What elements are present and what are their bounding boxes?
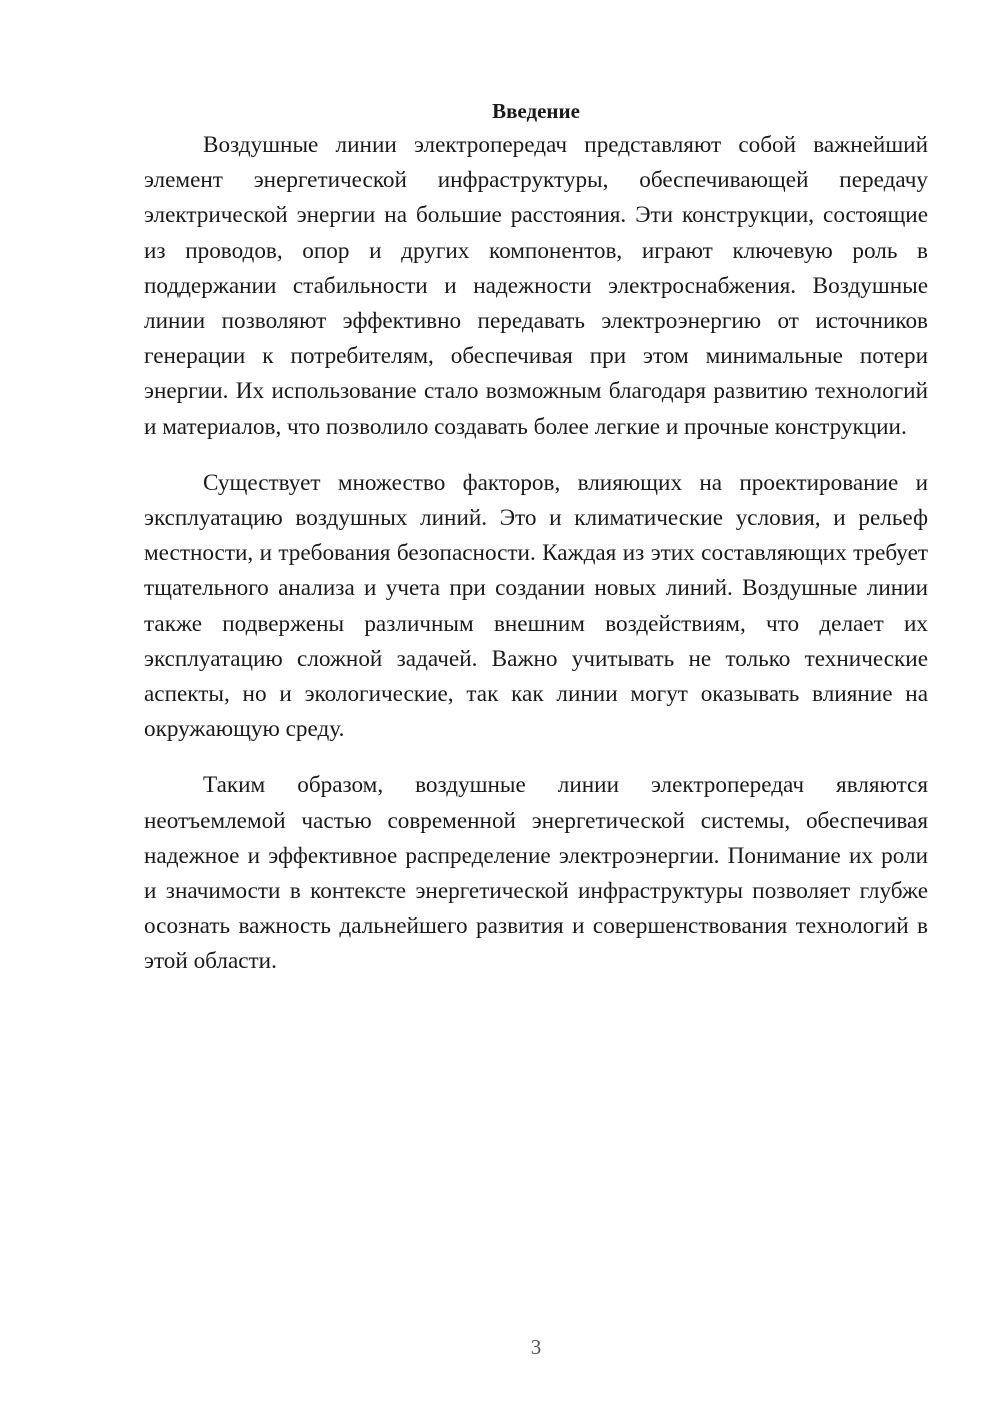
paragraph-3: Таким образом, воздушные линии электропередач являются неотъемлемой частью современной энергетической системы, обеспечивая надежное и эффективное распределение электроэнергии. Понимание их роли и значимости в контексте энергетической инфраструктуры позволяет глубже осознать важность дальнейшего развития и совершенствования технологий в этой области. (144, 772, 928, 975)
page-content (144, 96, 928, 1001)
section-title: Введение (492, 99, 580, 123)
paragraph-2: Существует множество факторов, влияющих на проектирование и эксплуатацию воздушных линий. Это и климатические условия, и рельеф местности, и требования безопасности. Каждая из этих составляющих требует тщательного анализа и учета при создании новых линий. Воздушные линии также подвержены различным внешним воздействиям, что делает их эксплуатацию сложной задачей. Важно учитывать не только технические аспекты, но и экологические, так как линии могут оказывать влияние на окружающую среду. (144, 469, 928, 743)
page-number: 3 (530, 1335, 542, 1359)
paragraph-1: Воздушные линии электропередач представляют собой важнейший элемент энергетической инфраструктуры, обеспечивающей передачу электрической энергии на большие расстояния. Эти конструкции, состоящие из проводов, опор и других компонентов, играют ключевую роль в поддержании стабильности и надежности электроснабжения. Воздушные линии позволяют эффективно передавать электроэнергию от источников генерации к потребителям, обеспечивая при этом минимальные потери энергии. Их использование стало возможным благодаря развитию технологий и материалов, что позволило создавать более легкие и прочные конструкции. (144, 132, 928, 440)
